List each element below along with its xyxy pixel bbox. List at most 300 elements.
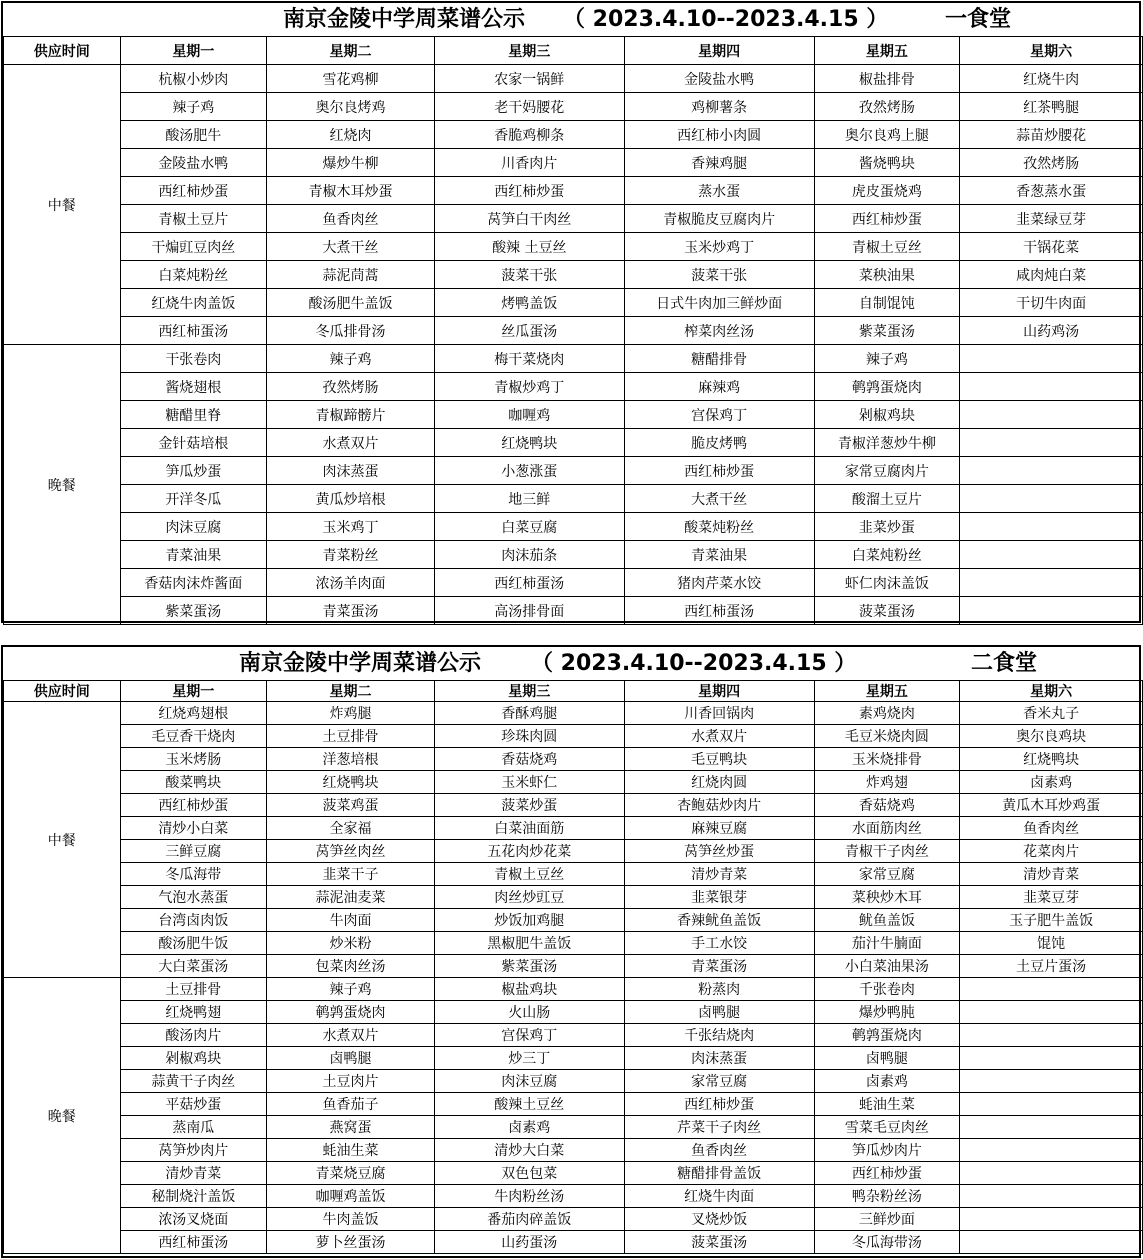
dish-cell: 土豆片蛋汤 — [960, 955, 1143, 978]
table-row — [4, 373, 1143, 401]
table-row — [4, 725, 1143, 748]
column-header-supply-time: 供应时间 — [4, 681, 121, 702]
dish-cell: 燕窝蛋 — [267, 1116, 435, 1139]
dish-cell: 菜秧炒木耳 — [814, 886, 960, 909]
dish-cell: 菠菜蛋汤 — [814, 597, 960, 625]
dish-cell — [960, 597, 1143, 625]
dish-cell: 黑椒肥牛盖饭 — [434, 932, 624, 955]
column-header-day: 星期五 — [814, 681, 960, 702]
dish-cell: 金针菇培根 — [120, 429, 267, 457]
dish-cell: 玉米炒鸡丁 — [624, 233, 814, 261]
canteen-1-title-bar — [3, 3, 1139, 37]
dish-cell: 鱼香茄子 — [267, 1093, 435, 1116]
canteen-1-table — [3, 36, 1143, 625]
dish-cell: 粉蒸肉 — [624, 978, 814, 1001]
dish-cell — [960, 485, 1143, 513]
dish-cell: 五花肉炒花菜 — [434, 840, 624, 863]
dish-cell: 黄瓜炒培根 — [267, 485, 435, 513]
header-row — [4, 681, 1143, 702]
dish-cell: 孜然烤肠 — [814, 93, 960, 121]
dish-cell: 酸辣土豆丝 — [434, 1093, 624, 1116]
dish-cell: 素鸡烧肉 — [814, 702, 960, 725]
dish-cell: 肉沫茄条 — [434, 541, 624, 569]
dish-cell: 土豆肉片 — [267, 1070, 435, 1093]
canteen-2-title-bar — [3, 647, 1139, 681]
table-row — [4, 457, 1143, 485]
dish-cell — [960, 457, 1143, 485]
dish-cell: 香辣鱿鱼盖饭 — [624, 909, 814, 932]
dish-cell: 蒜泥油麦菜 — [267, 886, 435, 909]
column-header-day: 星期四 — [624, 681, 814, 702]
dish-cell: 香菇烧鸡 — [814, 794, 960, 817]
dish-cell: 牛肉面 — [267, 909, 435, 932]
dish-cell: 宫保鸡丁 — [434, 1024, 624, 1047]
dish-cell: 小葱涨蛋 — [434, 457, 624, 485]
dish-cell: 干锅花菜 — [960, 233, 1143, 261]
dish-cell: 椒盐排骨 — [814, 65, 960, 93]
dish-cell — [960, 978, 1143, 1001]
dish-cell: 炒三丁 — [434, 1047, 624, 1070]
dish-cell: 剁椒鸡块 — [120, 1047, 267, 1070]
dish-cell: 水面筋肉丝 — [814, 817, 960, 840]
canteen-2-title: 南京金陵中学周菜谱公示 — [239, 651, 482, 676]
dish-cell: 西红柿小肉圆 — [624, 121, 814, 149]
dish-cell: 红烧牛肉面 — [624, 1185, 814, 1208]
dish-cell: 大煮干丝 — [624, 485, 814, 513]
dish-cell: 包菜肉丝汤 — [267, 955, 435, 978]
dish-cell: 红烧鸭块 — [960, 748, 1143, 771]
dish-cell: 鹌鹑蛋烧肉 — [814, 1024, 960, 1047]
dish-cell: 高汤排骨面 — [434, 597, 624, 625]
dish-cell: 家常豆腐肉片 — [814, 457, 960, 485]
table-row — [4, 702, 1143, 725]
dish-cell: 麻辣鸡 — [624, 373, 814, 401]
dish-cell: 红烧鸡翅根 — [120, 702, 267, 725]
dish-cell: 丝瓜蛋汤 — [434, 317, 624, 345]
dish-cell: 剁椒鸡块 — [814, 401, 960, 429]
dish-cell: 菜秧油果 — [814, 261, 960, 289]
table-row — [4, 748, 1143, 771]
dish-cell: 香菇肉沫炸酱面 — [120, 569, 267, 597]
dish-cell: 肉丝炒豇豆 — [434, 886, 624, 909]
table-row — [4, 955, 1143, 978]
table-row — [4, 345, 1143, 373]
dish-cell: 平菇炒蛋 — [120, 1093, 267, 1116]
dish-cell: 自制馄饨 — [814, 289, 960, 317]
dish-cell — [960, 1139, 1143, 1162]
dish-cell: 韭菜干子 — [267, 863, 435, 886]
dish-cell: 卤鸭腿 — [624, 1001, 814, 1024]
dish-cell: 紫菜蛋汤 — [120, 597, 267, 625]
table-row — [4, 149, 1143, 177]
dish-cell: 蒸南瓜 — [120, 1116, 267, 1139]
dish-cell: 山药鸡汤 — [960, 317, 1143, 345]
dish-cell: 紫菜蛋汤 — [434, 955, 624, 978]
dish-cell: 小白菜油果汤 — [814, 955, 960, 978]
dish-cell: 冬瓜海带汤 — [814, 1231, 960, 1254]
dish-cell: 青菜蛋汤 — [267, 597, 435, 625]
dish-cell — [960, 541, 1143, 569]
table-row — [4, 177, 1143, 205]
table-row — [4, 794, 1143, 817]
column-header-day: 星期五 — [814, 37, 960, 65]
dish-cell: 山药蛋汤 — [434, 1231, 624, 1254]
canteen-1-title: 南京金陵中学周菜谱公示 — [283, 7, 526, 32]
dish-cell — [960, 373, 1143, 401]
table-row — [4, 909, 1143, 932]
dish-cell: 叉烧炒饭 — [624, 1208, 814, 1231]
column-header-day: 星期一 — [120, 37, 267, 65]
dish-cell: 韭菜炒蛋 — [814, 513, 960, 541]
table-row — [4, 233, 1143, 261]
dish-cell: 菠菜蛋汤 — [624, 1231, 814, 1254]
dish-cell: 红烧鸭块 — [434, 429, 624, 457]
dish-cell: 奥尔良烤鸡 — [267, 93, 435, 121]
dish-cell: 香菇烧鸡 — [434, 748, 624, 771]
dish-cell: 手工水饺 — [624, 932, 814, 955]
dish-cell: 千张结烧肉 — [624, 1024, 814, 1047]
dish-cell: 青菜蛋汤 — [624, 955, 814, 978]
table-row — [4, 1024, 1143, 1047]
dish-cell: 清炒青菜 — [624, 863, 814, 886]
dish-cell: 韭菜银芽 — [624, 886, 814, 909]
dish-cell: 馄饨 — [960, 932, 1143, 955]
dish-cell: 西红柿蛋汤 — [624, 597, 814, 625]
dish-cell: 香脆鸡柳条 — [434, 121, 624, 149]
dish-cell: 雪菜毛豆肉丝 — [814, 1116, 960, 1139]
dish-cell: 水煮双片 — [267, 429, 435, 457]
dish-cell — [960, 401, 1143, 429]
table-row — [4, 863, 1143, 886]
dish-cell: 花菜肉片 — [960, 840, 1143, 863]
dish-cell: 红烧肉圆 — [624, 771, 814, 794]
dish-cell: 秘制烧汁盖饭 — [120, 1185, 267, 1208]
dish-cell: 冬瓜海带 — [120, 863, 267, 886]
dish-cell: 清炒青菜 — [120, 1162, 267, 1185]
table-row — [4, 978, 1143, 1001]
dish-cell: 千张卷肉 — [814, 978, 960, 1001]
dish-cell: 红烧鸭块 — [267, 771, 435, 794]
dish-cell: 卤鸭腿 — [267, 1047, 435, 1070]
dish-cell — [960, 429, 1143, 457]
column-header-day: 星期三 — [434, 37, 624, 65]
dish-cell: 玉米鸡丁 — [267, 513, 435, 541]
dish-cell: 蒜苗炒腰花 — [960, 121, 1143, 149]
dish-cell: 酱烧翅根 — [120, 373, 267, 401]
dish-cell: 浓汤羊肉面 — [267, 569, 435, 597]
dish-cell: 青椒炒鸡丁 — [434, 373, 624, 401]
table-row — [4, 513, 1143, 541]
dish-cell: 白菜炖粉丝 — [120, 261, 267, 289]
dish-cell: 毛豆米烧肉圆 — [814, 725, 960, 748]
table-row — [4, 1047, 1143, 1070]
dish-cell: 全家福 — [267, 817, 435, 840]
table-row — [4, 93, 1143, 121]
table-row — [4, 932, 1143, 955]
dish-cell: 西红柿炒蛋 — [814, 205, 960, 233]
dish-cell — [960, 513, 1143, 541]
dish-cell: 浓汤叉烧面 — [120, 1208, 267, 1231]
dish-cell: 香米丸子 — [960, 702, 1143, 725]
dish-cell: 西红柿蛋汤 — [120, 1231, 267, 1254]
dish-cell: 孜然烤肠 — [267, 373, 435, 401]
dish-cell: 脆皮烤鸭 — [624, 429, 814, 457]
column-header-day: 星期六 — [960, 681, 1143, 702]
table-row — [4, 1093, 1143, 1116]
table-row — [4, 771, 1143, 794]
dish-cell: 青椒洋葱炒牛柳 — [814, 429, 960, 457]
dish-cell: 卤素鸡 — [434, 1116, 624, 1139]
dish-cell: 珍珠肉圆 — [434, 725, 624, 748]
dish-cell: 萝卜丝蛋汤 — [267, 1231, 435, 1254]
dish-cell: 卤素鸡 — [814, 1070, 960, 1093]
dish-cell: 酸辣 土豆丝 — [434, 233, 624, 261]
dish-cell: 笋瓜炒蛋 — [120, 457, 267, 485]
dish-cell: 鱿鱼盖饭 — [814, 909, 960, 932]
dish-cell: 西红柿炒蛋 — [434, 177, 624, 205]
dish-cell — [960, 345, 1143, 373]
table-row — [4, 401, 1143, 429]
dish-cell: 土豆排骨 — [267, 725, 435, 748]
dish-cell: 酸汤肥牛盖饭 — [267, 289, 435, 317]
dish-cell: 西红柿炒蛋 — [814, 1162, 960, 1185]
dish-cell: 西红柿炒蛋 — [624, 457, 814, 485]
table-row — [4, 485, 1143, 513]
dish-cell: 糖醋里脊 — [120, 401, 267, 429]
table-row — [4, 261, 1143, 289]
dish-cell: 西红柿炒蛋 — [624, 1093, 814, 1116]
dish-cell: 黄瓜木耳炒鸡蛋 — [960, 794, 1143, 817]
dish-cell: 椒盐鸡块 — [434, 978, 624, 1001]
dish-cell: 肉沫豆腐 — [434, 1070, 624, 1093]
dish-cell: 烤鸭盖饭 — [434, 289, 624, 317]
dish-cell: 鹌鹑蛋烧肉 — [814, 373, 960, 401]
dish-cell: 川香肉片 — [434, 149, 624, 177]
dish-cell: 酸溜土豆片 — [814, 485, 960, 513]
canteen-1-hall-name: 一食堂 — [945, 7, 1012, 32]
canteen-1-date-range: （ 2023.4.10--2023.4.15 ） — [563, 7, 889, 32]
table-row — [4, 817, 1143, 840]
dish-cell: 青椒土豆丝 — [434, 863, 624, 886]
dish-cell: 青椒干子肉丝 — [814, 840, 960, 863]
dish-cell: 青菜粉丝 — [267, 541, 435, 569]
table-row — [4, 840, 1143, 863]
canteen-2-menu — [1, 645, 1141, 1258]
dish-cell: 肉沫蒸蛋 — [624, 1047, 814, 1070]
table-row — [4, 1208, 1143, 1231]
dish-cell: 红烧牛肉盖饭 — [120, 289, 267, 317]
dish-cell: 台湾卤肉饭 — [120, 909, 267, 932]
dish-cell: 梅干菜烧肉 — [434, 345, 624, 373]
dish-cell — [960, 1047, 1143, 1070]
dish-cell: 菠菜炒蛋 — [434, 794, 624, 817]
dish-cell: 蚝油生菜 — [267, 1139, 435, 1162]
dish-cell: 辣子鸡 — [267, 345, 435, 373]
dish-cell: 白菜豆腐 — [434, 513, 624, 541]
dish-cell: 爆炒牛柳 — [267, 149, 435, 177]
dish-cell: 青菜油果 — [120, 541, 267, 569]
dish-cell: 笋瓜炒肉片 — [814, 1139, 960, 1162]
table-row — [4, 317, 1143, 345]
dish-cell: 莴笋丝肉丝 — [267, 840, 435, 863]
dish-cell: 蒸水蛋 — [624, 177, 814, 205]
dish-cell: 清炒小白菜 — [120, 817, 267, 840]
column-header-day: 星期四 — [624, 37, 814, 65]
dish-cell — [960, 1024, 1143, 1047]
dish-cell: 宫保鸡丁 — [624, 401, 814, 429]
table-row — [4, 65, 1143, 93]
dish-cell: 咖喱鸡 — [434, 401, 624, 429]
dish-cell: 奥尔良鸡上腿 — [814, 121, 960, 149]
dish-cell: 辣子鸡 — [267, 978, 435, 1001]
dish-cell: 家常豆腐 — [814, 863, 960, 886]
dish-cell: 酸汤肥牛饭 — [120, 932, 267, 955]
dish-cell: 芹菜干子肉丝 — [624, 1116, 814, 1139]
dish-cell: 辣子鸡 — [120, 93, 267, 121]
dish-cell — [960, 1093, 1143, 1116]
dish-cell: 韭菜豆芽 — [960, 886, 1143, 909]
dish-cell: 鸭杂粉丝汤 — [814, 1185, 960, 1208]
dish-cell: 清炒青菜 — [960, 863, 1143, 886]
dish-cell: 大煮干丝 — [267, 233, 435, 261]
table-row — [4, 1001, 1143, 1024]
dish-cell: 孜然烤肠 — [960, 149, 1143, 177]
dish-cell: 西红柿炒蛋 — [120, 794, 267, 817]
dish-cell: 番茄肉碎盖饭 — [434, 1208, 624, 1231]
dish-cell: 莴笋白干肉丝 — [434, 205, 624, 233]
dish-cell: 咸肉炖白菜 — [960, 261, 1143, 289]
dish-cell: 炸鸡翅 — [814, 771, 960, 794]
table-row — [4, 597, 1143, 625]
dish-cell — [960, 1070, 1143, 1093]
dish-cell: 鹌鹑蛋烧肉 — [267, 1001, 435, 1024]
column-header-supply-time: 供应时间 — [4, 37, 121, 65]
dish-cell: 金陵盐水鸭 — [624, 65, 814, 93]
dish-cell — [960, 1208, 1143, 1231]
dish-cell: 玉米烧排骨 — [814, 748, 960, 771]
dish-cell: 老干妈腰花 — [434, 93, 624, 121]
dish-cell: 蚝油生菜 — [814, 1093, 960, 1116]
dish-cell — [960, 1162, 1143, 1185]
table-row — [4, 429, 1143, 457]
table-row — [4, 289, 1143, 317]
table-row — [4, 1070, 1143, 1093]
dish-cell: 土豆排骨 — [120, 978, 267, 1001]
dish-cell: 红烧牛肉 — [960, 65, 1143, 93]
dish-cell: 玉米虾仁 — [434, 771, 624, 794]
dish-cell: 酸汤肥牛 — [120, 121, 267, 149]
dish-cell: 开洋冬瓜 — [120, 485, 267, 513]
dish-cell: 爆炒鸭肫 — [814, 1001, 960, 1024]
dish-cell: 莴笋炒肉片 — [120, 1139, 267, 1162]
dish-cell: 奥尔良鸡块 — [960, 725, 1143, 748]
dish-cell — [960, 1231, 1143, 1254]
dish-cell: 菠菜鸡蛋 — [267, 794, 435, 817]
dish-cell: 虾仁肉沫盖饭 — [814, 569, 960, 597]
dish-cell: 气泡水蒸蛋 — [120, 886, 267, 909]
dish-cell: 青椒土豆片 — [120, 205, 267, 233]
dish-cell: 青椒脆皮豆腐肉片 — [624, 205, 814, 233]
canteen-2-table — [3, 680, 1143, 1254]
dish-cell: 干张卷肉 — [120, 345, 267, 373]
dish-cell: 玉米烤肠 — [120, 748, 267, 771]
table-row — [4, 1162, 1143, 1185]
dish-cell: 清炒大白菜 — [434, 1139, 624, 1162]
dish-cell: 玉子肥牛盖饭 — [960, 909, 1143, 932]
dish-cell: 茄汁牛腩面 — [814, 932, 960, 955]
dish-cell: 干切牛肉面 — [960, 289, 1143, 317]
dish-cell: 菠菜干张 — [434, 261, 624, 289]
table-row — [4, 121, 1143, 149]
dish-cell — [960, 1001, 1143, 1024]
column-header-day: 星期六 — [960, 37, 1143, 65]
table-row — [4, 205, 1143, 233]
dish-cell: 大白菜蛋汤 — [120, 955, 267, 978]
dish-cell: 青菜烧豆腐 — [267, 1162, 435, 1185]
dish-cell: 酱烧鸭块 — [814, 149, 960, 177]
dish-cell: 麻辣豆腐 — [624, 817, 814, 840]
dish-cell: 三鲜豆腐 — [120, 840, 267, 863]
dish-cell: 杏鲍菇炒肉片 — [624, 794, 814, 817]
dish-cell: 双色包菜 — [434, 1162, 624, 1185]
dish-cell: 香葱蒸水蛋 — [960, 177, 1143, 205]
dish-cell: 水煮双片 — [624, 725, 814, 748]
dish-cell: 西红柿蛋汤 — [120, 317, 267, 345]
meal-label-dinner: 晚餐 — [4, 345, 121, 625]
dish-cell: 鸡柳薯条 — [624, 93, 814, 121]
dish-cell: 白菜炖粉丝 — [814, 541, 960, 569]
table-row — [4, 1116, 1143, 1139]
dish-cell: 红烧鸭翅 — [120, 1001, 267, 1024]
dish-cell: 干煸豇豆肉丝 — [120, 233, 267, 261]
dish-cell: 酸菜炖粉丝 — [624, 513, 814, 541]
dish-cell: 毛豆鸭块 — [624, 748, 814, 771]
dish-cell: 卤素鸡 — [960, 771, 1143, 794]
dish-cell: 西红柿蛋汤 — [434, 569, 624, 597]
dish-cell: 青菜油果 — [624, 541, 814, 569]
table-row — [4, 1231, 1143, 1254]
dish-cell: 红烧肉 — [267, 121, 435, 149]
dish-cell: 炒饭加鸡腿 — [434, 909, 624, 932]
dish-cell: 卤鸭腿 — [814, 1047, 960, 1070]
dish-cell: 鱼香肉丝 — [624, 1139, 814, 1162]
dish-cell: 莴笋丝炒蛋 — [624, 840, 814, 863]
meal-label-lunch: 中餐 — [4, 702, 121, 978]
dish-cell: 洋葱培根 — [267, 748, 435, 771]
dish-cell: 炒米粉 — [267, 932, 435, 955]
dish-cell: 家常豆腐 — [624, 1070, 814, 1093]
dish-cell: 杭椒小炒肉 — [120, 65, 267, 93]
dish-cell: 红茶鸭腿 — [960, 93, 1143, 121]
dish-cell: 酸菜鸭块 — [120, 771, 267, 794]
dish-cell: 虎皮蛋烧鸡 — [814, 177, 960, 205]
dish-cell: 牛肉盖饭 — [267, 1208, 435, 1231]
dish-cell: 农家一锅鲜 — [434, 65, 624, 93]
dish-cell: 香辣鸡腿 — [624, 149, 814, 177]
dish-cell: 白菜油面筋 — [434, 817, 624, 840]
table-row — [4, 1185, 1143, 1208]
column-header-day: 星期一 — [120, 681, 267, 702]
table-row — [4, 886, 1143, 909]
table-row — [4, 1139, 1143, 1162]
dish-cell: 咖喱鸡盖饭 — [267, 1185, 435, 1208]
dish-cell: 金陵盐水鸭 — [120, 149, 267, 177]
dish-cell — [960, 1185, 1143, 1208]
dish-cell: 三鲜炒面 — [814, 1208, 960, 1231]
canteen-2-hall-name: 二食堂 — [971, 651, 1038, 676]
dish-cell: 雪花鸡柳 — [267, 65, 435, 93]
dish-cell: 青椒木耳炒蛋 — [267, 177, 435, 205]
